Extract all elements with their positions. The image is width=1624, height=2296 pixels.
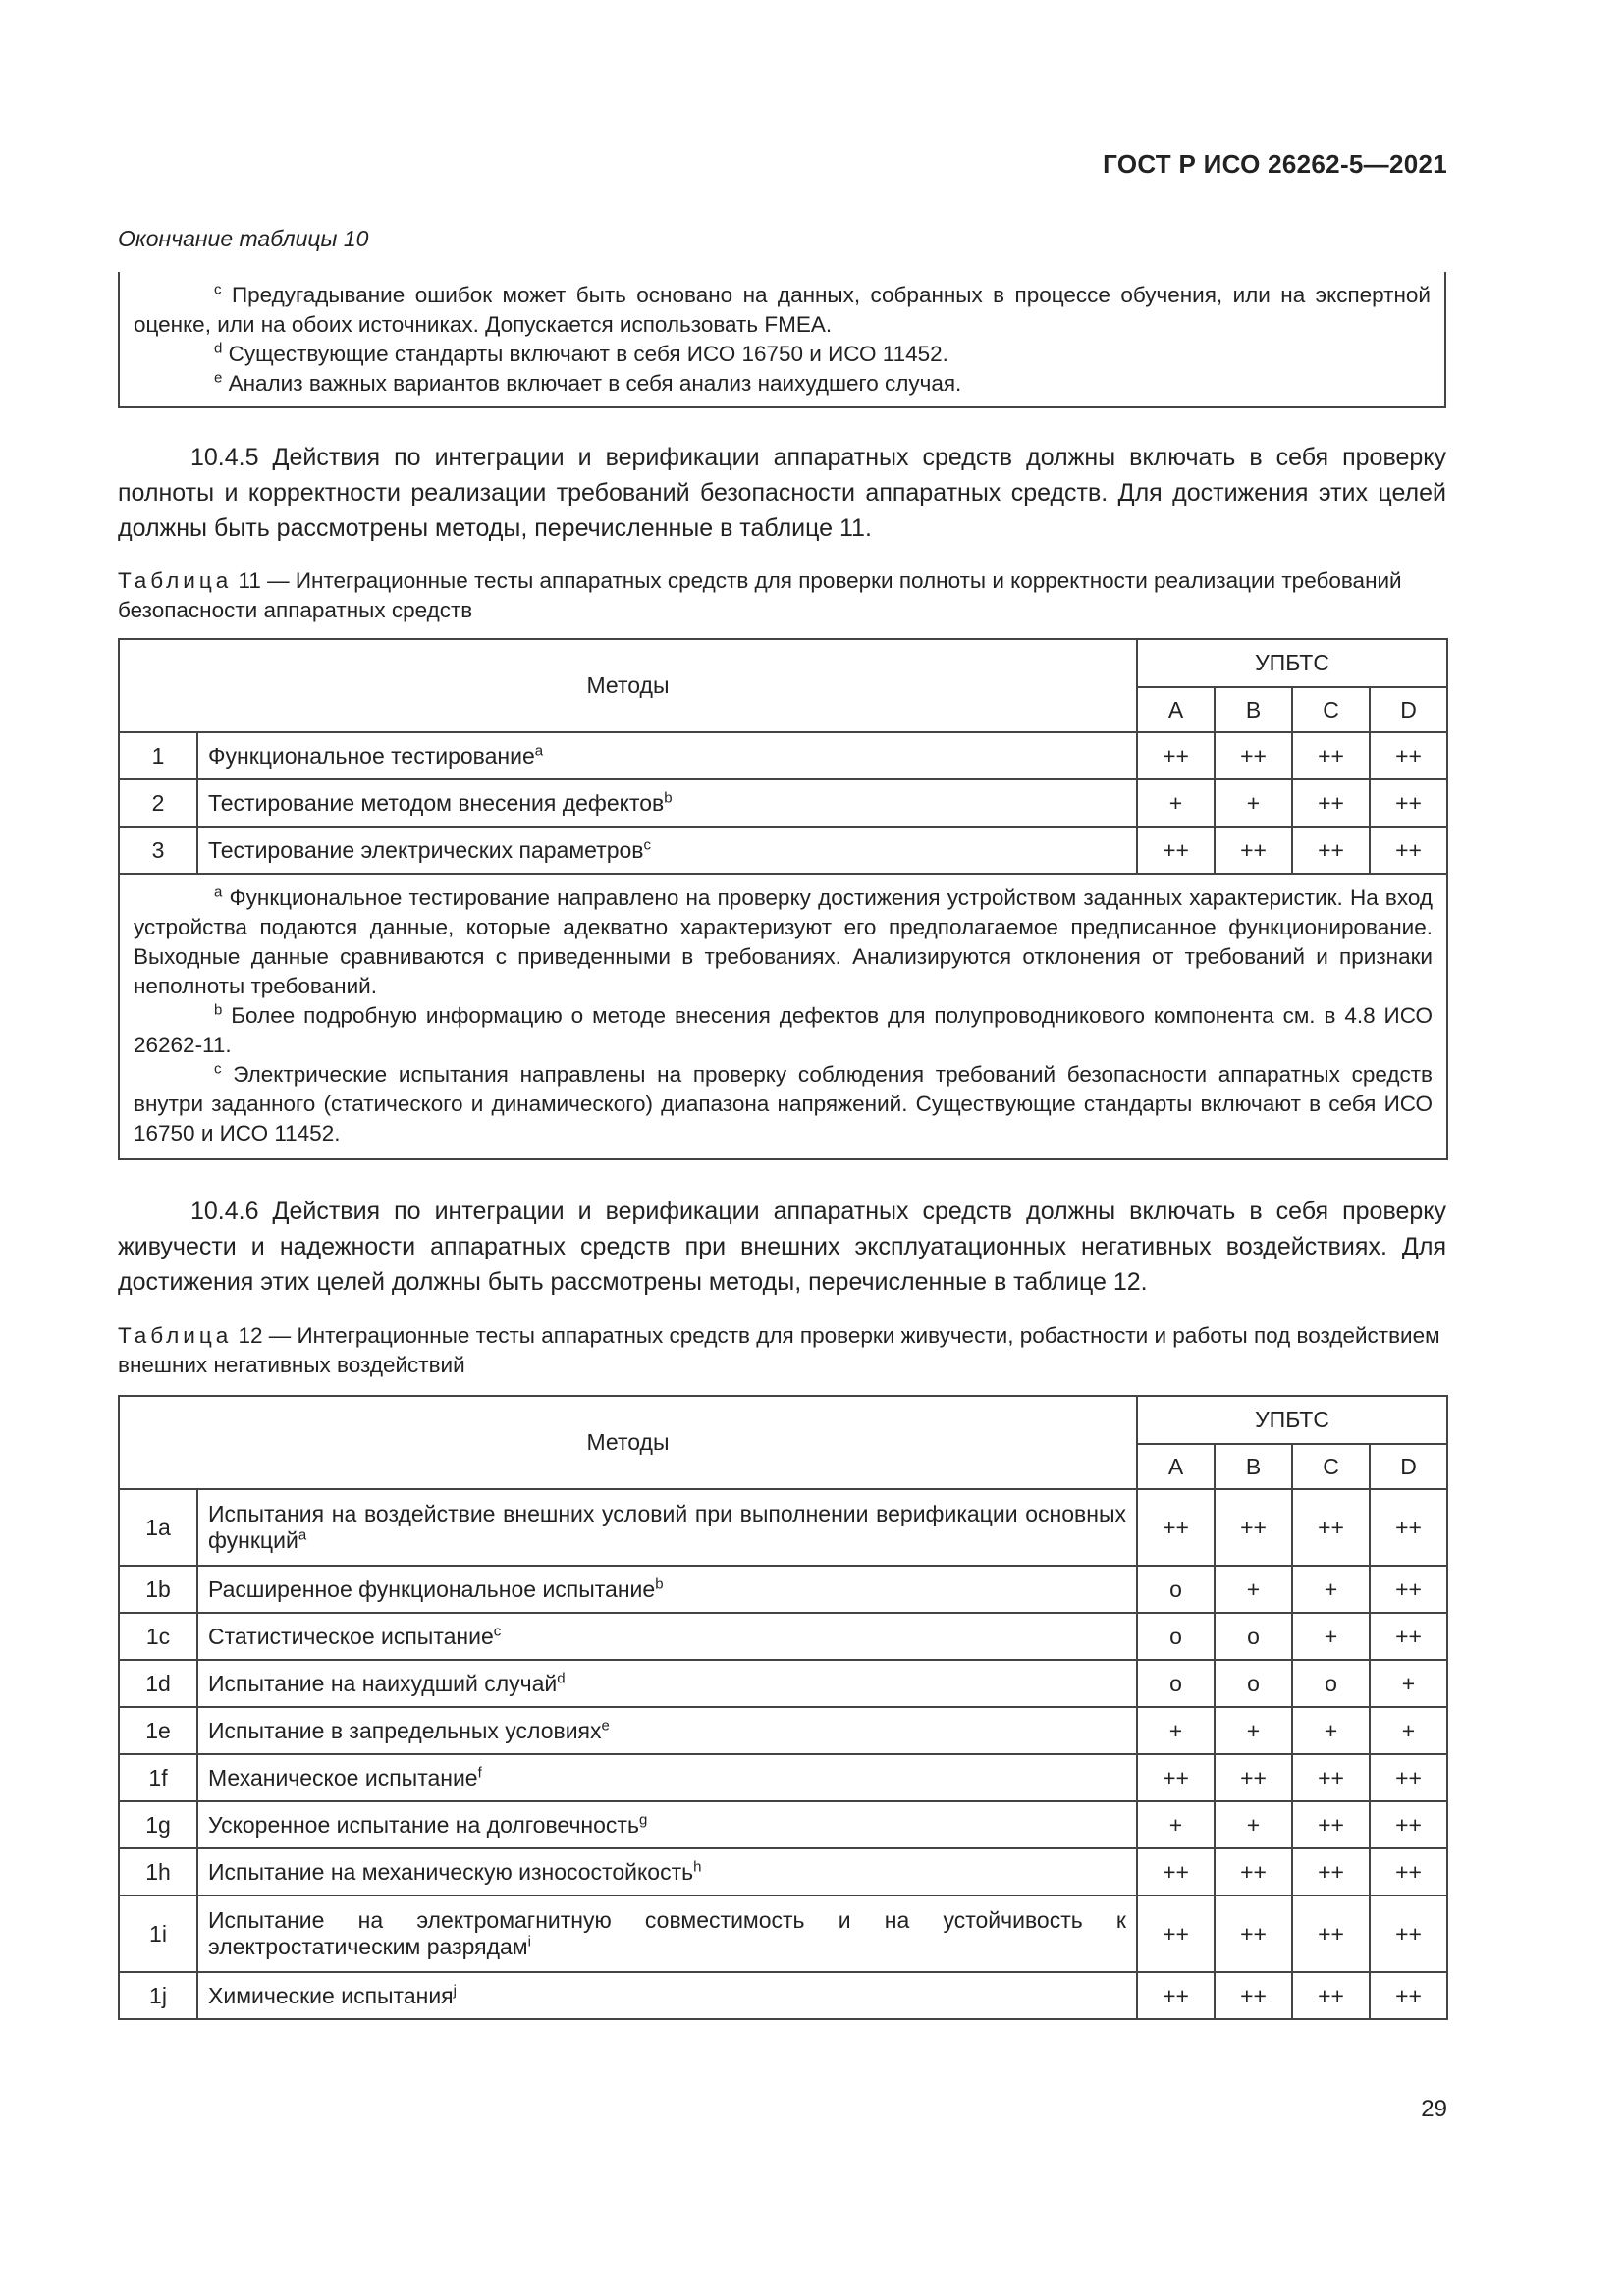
footnote-text: Предугадывание ошибок может быть основано на данных, собранных в процессе обучения, или на экспертной оценке, или на обоих источниках. Допускается использовать FMEA. xyxy=(134,283,1431,337)
method-cell xyxy=(197,732,1137,779)
rating-cell: ++ xyxy=(1215,1848,1292,1896)
footnote-ref: e xyxy=(601,1716,610,1734)
table-row xyxy=(119,1613,1447,1660)
rating-cell: ++ xyxy=(1137,732,1215,779)
footnote-ref: b xyxy=(664,788,673,806)
footnote-ref: a xyxy=(298,1526,307,1544)
footnote-mark: c xyxy=(214,1060,222,1078)
footnote xyxy=(134,883,1433,1001)
table-row xyxy=(119,1848,1447,1896)
table11 xyxy=(118,638,1448,1160)
rating-cell: ++ xyxy=(1137,827,1215,874)
level-c: C xyxy=(1292,687,1370,732)
footnote-text: Электрические испытания направлены на проверку соблюдения требований безопасности аппаратных средств внутри заданного (статического и динамического) диапазона напряжений. Существующие стандарты включают в себя ИСО 16750 и ИСО 11452. xyxy=(134,1062,1433,1146)
footnote-ref: f xyxy=(477,1763,482,1781)
method-name: Испытание на механическую износостойкость xyxy=(208,1858,694,1885)
method-name: Испытание на электромагнитную совместимость и на устойчивость к электростатическим разрядам xyxy=(208,1907,1126,1959)
rating-cell: o xyxy=(1137,1613,1215,1660)
row-number: 1e xyxy=(119,1707,197,1754)
row-number: 2 xyxy=(119,779,197,827)
rating-cell: + xyxy=(1370,1707,1447,1754)
rating-cell: ++ xyxy=(1215,1896,1292,1972)
rating-cell: + xyxy=(1215,1566,1292,1613)
method-name: Испытания на воздействие внешних условий при выполнении верификации основных функций xyxy=(208,1501,1126,1553)
footnote-mark: a xyxy=(214,883,223,901)
method-cell xyxy=(197,1754,1137,1801)
row-number: 1g xyxy=(119,1801,197,1848)
rating-cell: ++ xyxy=(1292,1489,1370,1566)
rating-cell: ++ xyxy=(1292,1972,1370,2019)
method-cell xyxy=(197,1896,1137,1972)
paragraph-text: 10.4.5 Действия по интеграции и верификации аппаратных средств должны включать в себя проверку полноты и корректности реализации требований безопасности аппаратных средств. Для достижения этих целей должны быть рассмотрены методы, перечисленные в таблице 11. xyxy=(118,444,1446,542)
rating-cell: ++ xyxy=(1215,732,1292,779)
level-a: A xyxy=(1137,1444,1215,1489)
footnote-ref: i xyxy=(527,1933,531,1950)
rating-cell: ++ xyxy=(1292,779,1370,827)
rating-cell: + xyxy=(1370,1660,1447,1707)
footnote-ref: c xyxy=(493,1622,502,1639)
rating-cell: ++ xyxy=(1137,1972,1215,2019)
footnote-ref: h xyxy=(693,1857,702,1875)
level-c: C xyxy=(1292,1444,1370,1489)
rating-cell: + xyxy=(1292,1566,1370,1613)
rating-cell: + xyxy=(1292,1613,1370,1660)
method-cell xyxy=(197,779,1137,827)
method-name: Испытание в запредельных условиях xyxy=(208,1717,602,1743)
footnote-text: Существующие стандарты включают в себя ИСО 16750 и ИСО 11452. xyxy=(228,342,948,366)
table-row xyxy=(119,1801,1447,1848)
level-header: УПБТС xyxy=(1137,639,1447,687)
level-b: B xyxy=(1215,687,1292,732)
level-a: A xyxy=(1137,687,1215,732)
table-row xyxy=(119,779,1447,827)
row-number: 1d xyxy=(119,1660,197,1707)
footnote-ref: j xyxy=(453,1981,457,1999)
table-row xyxy=(119,1754,1447,1801)
method-name: Механическое испытание xyxy=(208,1764,478,1790)
level-b: B xyxy=(1215,1444,1292,1489)
row-number: 1f xyxy=(119,1754,197,1801)
rating-cell: ++ xyxy=(1292,732,1370,779)
footnote xyxy=(134,369,1431,399)
caption-text: 11 — Интеграционные тесты аппаратных средств для проверки полноты и корректности реализации требований безопасности аппаратных средств xyxy=(118,568,1402,622)
footnote xyxy=(134,1001,1433,1060)
caption-word: Таблица xyxy=(118,568,233,593)
level-d: D xyxy=(1370,687,1447,732)
table10-notes xyxy=(118,272,1446,408)
rating-cell: + xyxy=(1215,1707,1292,1754)
method-name: Тестирование методом внесения дефектов xyxy=(208,789,665,816)
method-cell xyxy=(197,1848,1137,1896)
rating-cell: ++ xyxy=(1370,1972,1447,2019)
rating-cell: ++ xyxy=(1370,1848,1447,1896)
page-number: 29 xyxy=(1421,2096,1447,2122)
footnote-ref: d xyxy=(557,1669,566,1686)
footnote-text: Более подробную информацию о методе внесения дефектов для полупроводникового компонента см. в 4.8 ИСО 26262-11. xyxy=(134,1003,1433,1057)
table11-caption xyxy=(118,566,1446,625)
method-name: Функциональное тестирование xyxy=(208,742,535,769)
rating-cell: ++ xyxy=(1137,1489,1215,1566)
rating-cell: ++ xyxy=(1370,1754,1447,1801)
rating-cell: ++ xyxy=(1292,1754,1370,1801)
rating-cell: + xyxy=(1215,1801,1292,1848)
rating-cell: ++ xyxy=(1370,1566,1447,1613)
paragraph-text: 10.4.6 Действия по интеграции и верификации аппаратных средств должны включать в себя проверку живучести и надежности аппаратных средств при внешних эксплуатационных негативных воздействиях. Для достижения этих целей должны быть рассмотрены методы, перечисленные в таблице 12. xyxy=(118,1198,1446,1296)
method-name: Тестирование электрических параметров xyxy=(208,836,644,863)
method-cell xyxy=(197,1707,1137,1754)
footnote xyxy=(134,1060,1433,1148)
level-d: D xyxy=(1370,1444,1447,1489)
table-row xyxy=(119,1489,1447,1566)
rating-cell: o xyxy=(1137,1660,1215,1707)
rating-cell: o xyxy=(1215,1613,1292,1660)
method-name: Расширенное функциональное испытание xyxy=(208,1575,656,1602)
method-name: Статистическое испытание xyxy=(208,1623,494,1649)
table-row xyxy=(119,1707,1447,1754)
table11-notes xyxy=(119,874,1447,1159)
rating-cell: + xyxy=(1137,1801,1215,1848)
table-row xyxy=(119,827,1447,874)
rating-cell: + xyxy=(1215,779,1292,827)
rating-cell: ++ xyxy=(1292,1896,1370,1972)
method-cell xyxy=(197,1566,1137,1613)
rating-cell: ++ xyxy=(1137,1896,1215,1972)
rating-cell: ++ xyxy=(1292,827,1370,874)
method-cell xyxy=(197,1660,1137,1707)
footnote-mark: e xyxy=(214,369,223,387)
rating-cell: ++ xyxy=(1370,1896,1447,1972)
table12 xyxy=(118,1395,1448,2020)
footnote xyxy=(134,340,1431,369)
method-name: Испытание на наихудший случай xyxy=(208,1670,558,1696)
method-cell xyxy=(197,827,1137,874)
rating-cell: ++ xyxy=(1370,779,1447,827)
paragraph-10-4-5 xyxy=(118,440,1446,546)
table-row xyxy=(119,1660,1447,1707)
footnote-ref: g xyxy=(638,1810,648,1828)
table-continuation-label: Окончание таблицы 10 xyxy=(118,226,369,251)
rating-cell: ++ xyxy=(1215,1489,1292,1566)
rating-cell: ++ xyxy=(1137,1754,1215,1801)
row-number: 1a xyxy=(119,1489,197,1566)
row-number: 3 xyxy=(119,827,197,874)
footnote-ref: a xyxy=(534,741,544,759)
rating-cell: ++ xyxy=(1370,1613,1447,1660)
footnote-mark: b xyxy=(214,1001,223,1019)
footnote-mark: c xyxy=(214,281,222,298)
rating-cell: ++ xyxy=(1215,1754,1292,1801)
rating-cell: ++ xyxy=(1370,1489,1447,1566)
footnote-ref: b xyxy=(655,1575,664,1592)
footnote-mark: d xyxy=(214,340,223,357)
row-number: 1j xyxy=(119,1972,197,2019)
rating-cell: ++ xyxy=(1292,1848,1370,1896)
rating-cell: o xyxy=(1137,1566,1215,1613)
table12-caption xyxy=(118,1321,1446,1380)
methods-header: Методы xyxy=(119,639,1137,732)
rating-cell: ++ xyxy=(1370,827,1447,874)
rating-cell: + xyxy=(1292,1707,1370,1754)
rating-cell: ++ xyxy=(1370,732,1447,779)
row-number: 1h xyxy=(119,1848,197,1896)
rating-cell: ++ xyxy=(1292,1801,1370,1848)
caption-text: 12 — Интеграционные тесты аппаратных средств для проверки живучести, робастности и работы под воздействием внешних негативных воздействий xyxy=(118,1323,1440,1377)
method-cell xyxy=(197,1801,1137,1848)
row-number: 1c xyxy=(119,1613,197,1660)
methods-header: Методы xyxy=(119,1396,1137,1489)
rating-cell: + xyxy=(1137,1707,1215,1754)
row-number: 1 xyxy=(119,732,197,779)
rating-cell: o xyxy=(1215,1660,1292,1707)
table-row xyxy=(119,1566,1447,1613)
footnote-ref: c xyxy=(643,835,652,853)
method-name: Ускоренное испытание на долговечность xyxy=(208,1811,639,1838)
paragraph-10-4-6 xyxy=(118,1194,1446,1300)
rating-cell: ++ xyxy=(1370,1801,1447,1848)
table-row xyxy=(119,732,1447,779)
method-cell xyxy=(197,1613,1137,1660)
caption-word: Таблица xyxy=(118,1323,233,1348)
method-name: Химические испытания xyxy=(208,1982,454,2008)
footnote-text: Функциональное тестирование направлено на проверку достижения устройством заданных характеристик. На вход устройства подаются данные, которые адекватно характеризуют его предполагаемое предписанное функционирование. Выходные данные сравниваются с приведенными в требованиях. Анализируются отклонения от требований и признаки неполноты требований. xyxy=(134,885,1433,998)
rating-cell: ++ xyxy=(1137,1848,1215,1896)
rating-cell: o xyxy=(1292,1660,1370,1707)
row-number: 1b xyxy=(119,1566,197,1613)
method-cell xyxy=(197,1972,1137,2019)
rating-cell: ++ xyxy=(1215,827,1292,874)
rating-cell: ++ xyxy=(1215,1972,1292,2019)
method-cell xyxy=(197,1489,1137,1566)
rating-cell: + xyxy=(1137,779,1215,827)
document-header: ГОСТ Р ИСО 26262-5—2021 xyxy=(1103,149,1447,179)
footnote xyxy=(134,281,1431,340)
row-number: 1i xyxy=(119,1896,197,1972)
footnote-text: Анализ важных вариантов включает в себя анализ наихудшего случая. xyxy=(228,371,962,396)
table-row xyxy=(119,1896,1447,1972)
level-header: УПБТС xyxy=(1137,1396,1447,1444)
table-row xyxy=(119,1972,1447,2019)
